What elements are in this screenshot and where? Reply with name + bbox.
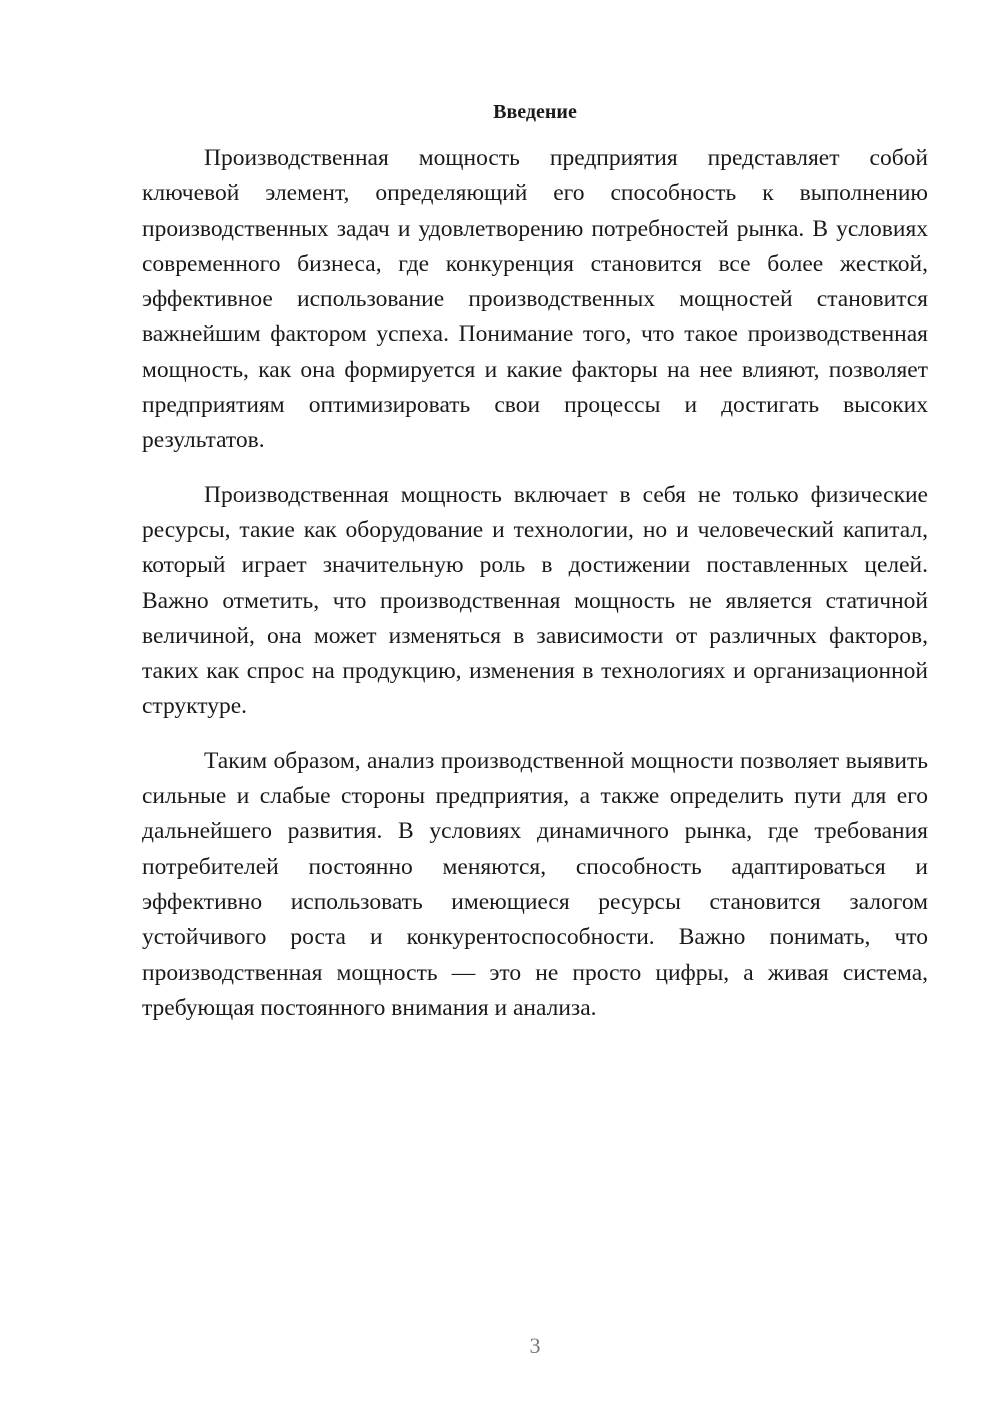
paragraph-2: Производственная мощность включает в себя не только физические ресурсы, такие как оборудование и технологии, но и человеческий капитал, который играет значительную роль в достижении поставленных целей. Важно отметить, что производственная мощность не является статичной величиной, она может изменяться в зависимости от различных факторов, таких как спрос на продукцию, изменения в технологиях и организационной структуре. xyxy=(142,481,928,720)
paragraph-1: Производственная мощность предприятия представляет собой ключевой элемент, определяющий его способность к выполнению производственных задач и удовлетворению потребностей рынка. В условиях современного бизнеса, где конкуренция становится все более жесткой, эффективное использование производственных мощностей становится важнейшим фактором успеха. Понимание того, что такое производственная мощность, как она формируется и какие факторы на нее влияют, позволяет предприятиям оптимизировать свои процессы и достигать высоких результатов. xyxy=(142,145,928,454)
section-title: Введение xyxy=(493,101,577,123)
paragraph-3: Таким образом, анализ производственной мощности позволяет выявить сильные и слабые стороны предприятия, а также определить пути для его дальнейшего развития. В условиях динамичного рынка, где требования потребителей постоянно меняются, способность адаптироваться и эффективно использовать имеющиеся ресурсы становится залогом устойчивого роста и конкурентоспособности. Важно понимать, что производственная мощность — это не просто цифры, а живая система, требующая постоянного внимания и анализа. xyxy=(142,747,928,1021)
page-number: 3 xyxy=(529,1333,541,1358)
page-body xyxy=(142,95,928,1026)
